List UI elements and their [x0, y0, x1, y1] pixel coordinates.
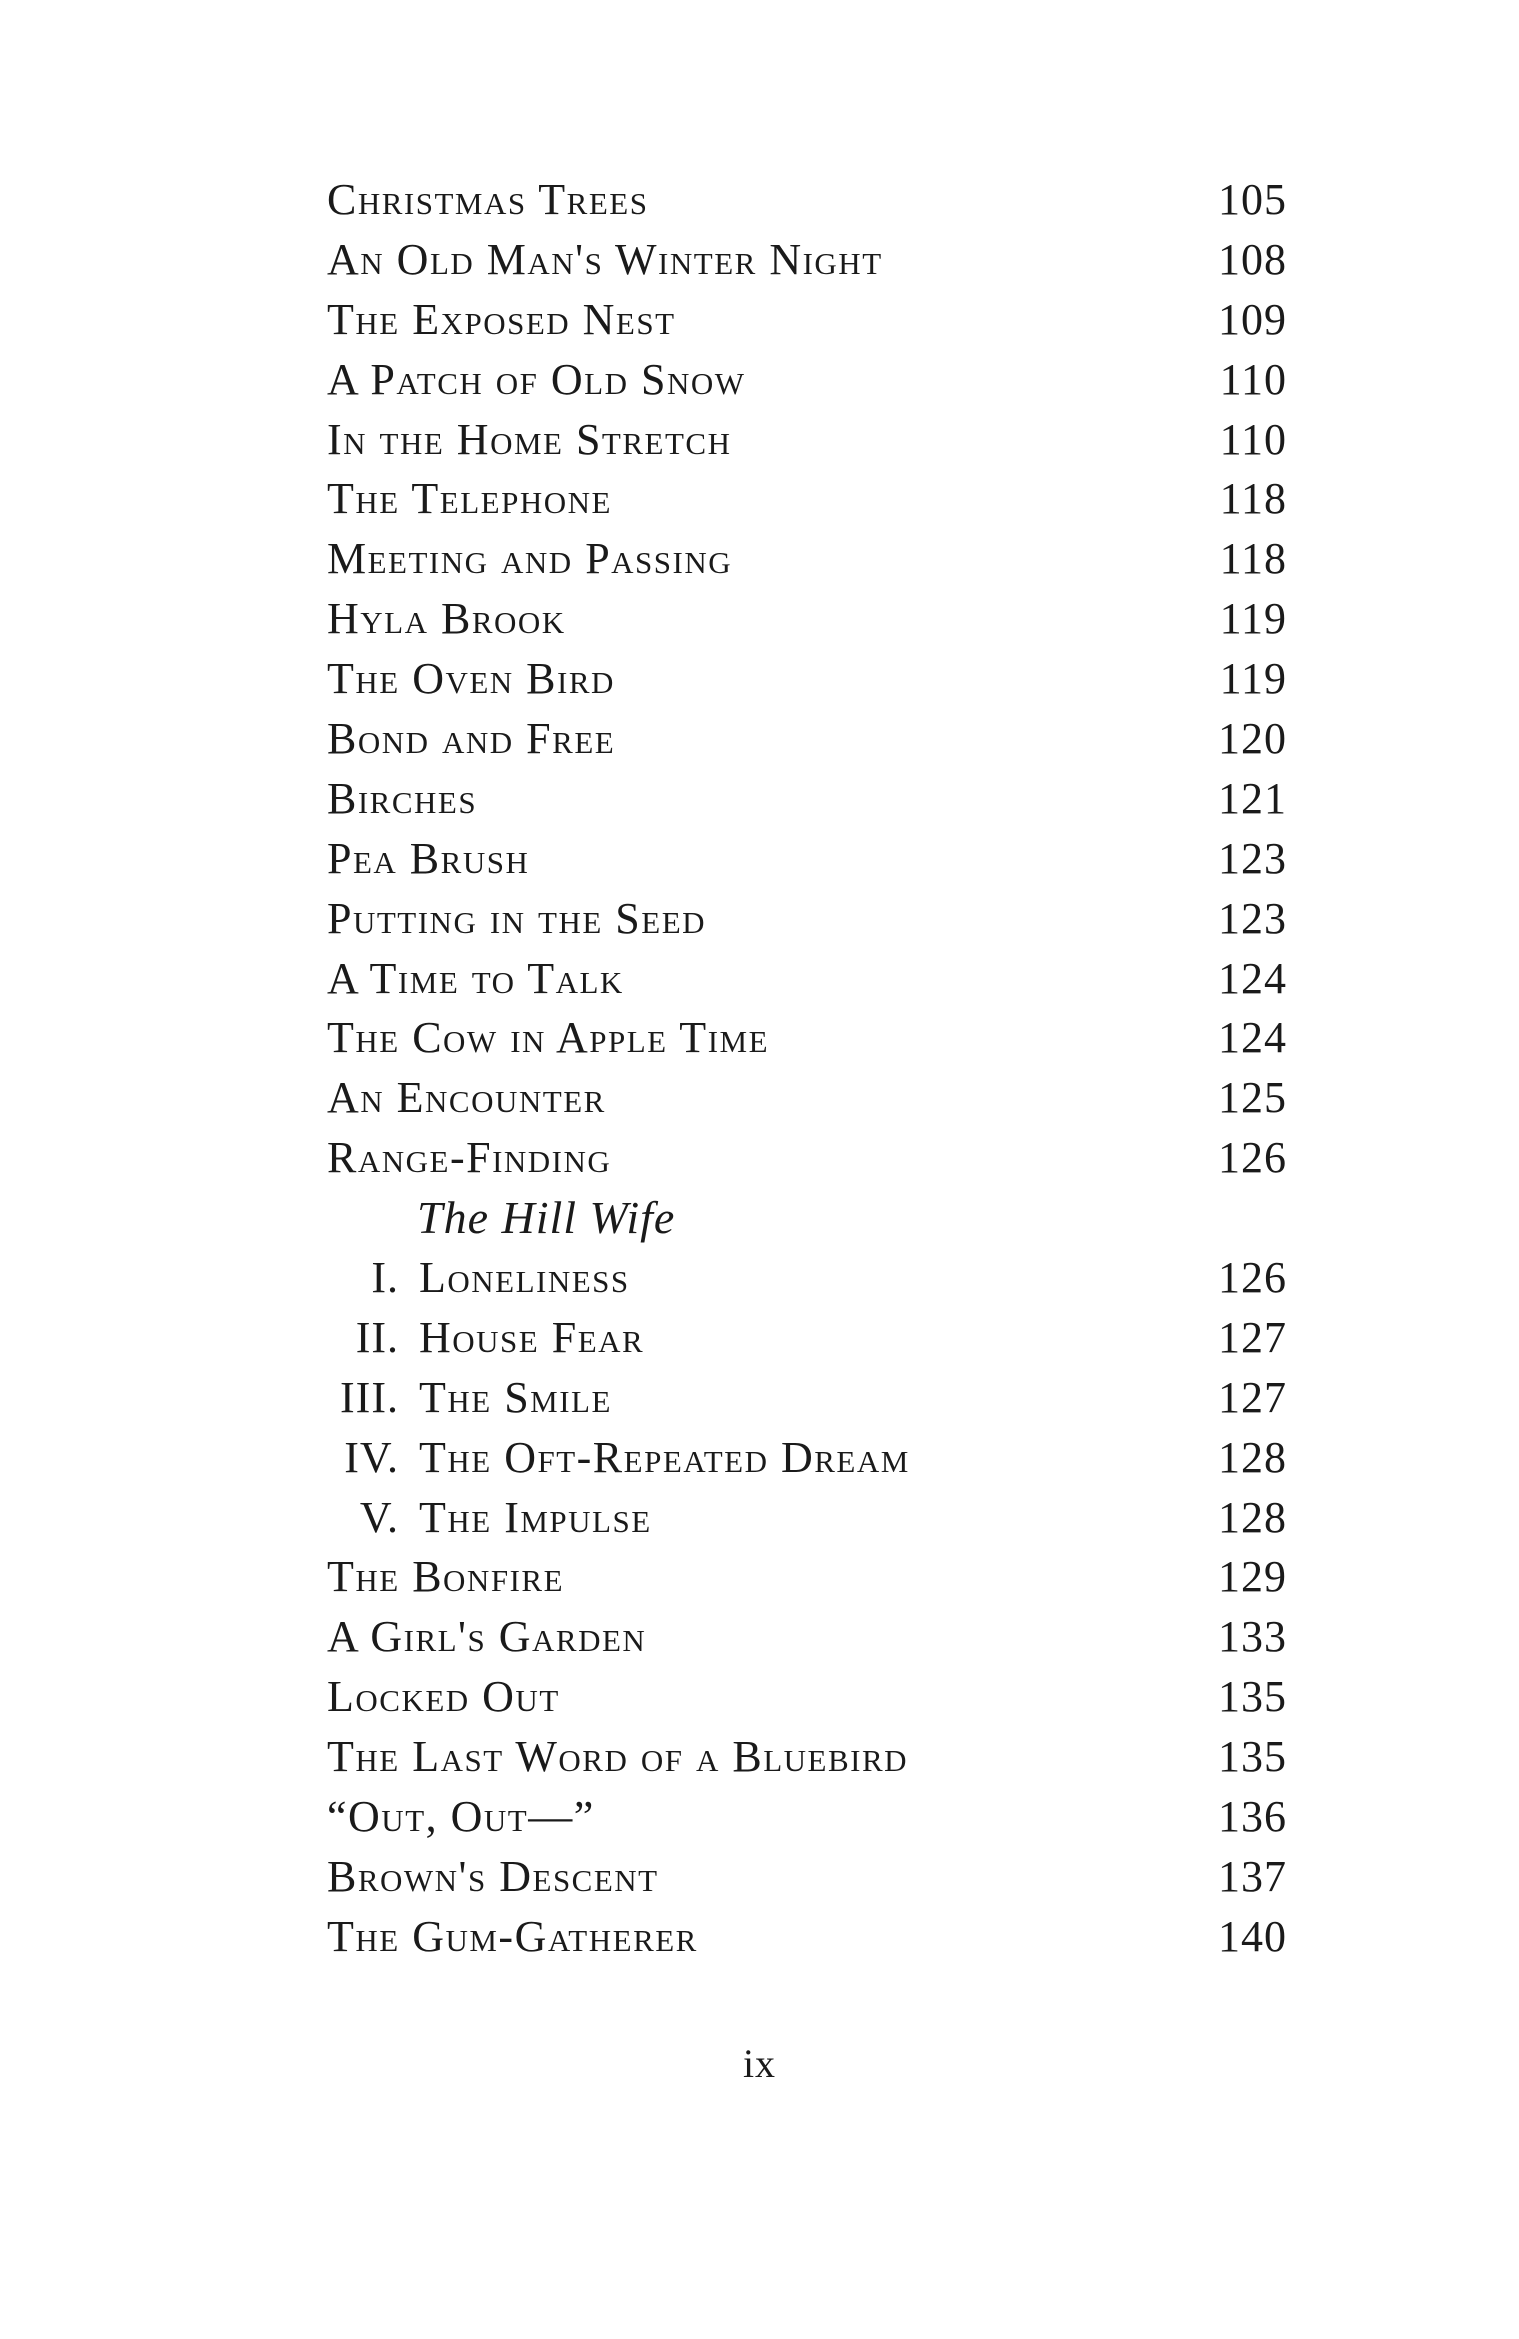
toc-entry-title: The Gum-Gatherer — [327, 1911, 698, 1961]
toc-entry-page: 118 — [1219, 474, 1287, 524]
toc-entry-title: The Cow in Apple Time — [327, 1013, 770, 1063]
toc-entry-title: Loneliness — [419, 1253, 630, 1303]
toc-entry-page: 109 — [1218, 294, 1287, 344]
toc-entry-title: A Patch of Old Snow — [327, 354, 746, 404]
toc-subentry — [327, 1428, 1287, 1488]
toc-entry-page: 140 — [1218, 1911, 1287, 1961]
toc-entry — [327, 1008, 1287, 1068]
toc-entry-page: 118 — [1219, 534, 1287, 584]
toc-entry-title: Meeting and Passing — [327, 534, 733, 584]
toc-entry-page: 133 — [1218, 1612, 1287, 1662]
toc-entry-page: 105 — [1218, 175, 1287, 224]
toc-entry — [327, 1607, 1287, 1667]
toc-entry — [327, 709, 1287, 769]
toc-entry-title: Range-Finding — [327, 1133, 612, 1183]
toc-entry — [327, 1907, 1287, 1967]
toc-entry-page: 124 — [1218, 953, 1287, 1003]
toc-entry-page: 127 — [1218, 1372, 1287, 1422]
toc-entry-page: 137 — [1218, 1851, 1287, 1901]
toc-subentry — [327, 1308, 1287, 1368]
toc-entry — [327, 1068, 1287, 1128]
toc-entry — [327, 1128, 1287, 1188]
toc-entry-page: 125 — [1218, 1073, 1287, 1123]
toc-entry-title: The Bonfire — [327, 1552, 564, 1602]
toc-entry — [327, 1727, 1287, 1787]
toc-entry-page: 135 — [1218, 1672, 1287, 1722]
toc-entry-title: The Telephone — [327, 474, 612, 524]
toc-entry-title: Pea Brush — [327, 833, 530, 883]
toc-entry-title: An Encounter — [327, 1073, 606, 1123]
toc-section-title: The Hill Wife — [417, 1192, 676, 1244]
toc-entry — [327, 769, 1287, 829]
toc-entry-page: 119 — [1219, 654, 1287, 704]
toc-entry — [327, 410, 1287, 470]
toc-subentry-numeral: IV. — [344, 1432, 399, 1482]
toc-entry-title: The Exposed Nest — [327, 294, 676, 344]
toc-entry-title: The Oven Bird — [327, 654, 615, 704]
toc-entry-page: 128 — [1218, 1432, 1287, 1482]
toc-entry — [327, 889, 1287, 949]
toc-entry-page: 123 — [1218, 893, 1287, 943]
toc-entry-title: The Oft-Repeated Dream — [419, 1432, 910, 1482]
toc-entry — [327, 1787, 1287, 1847]
toc-entry-page: 136 — [1218, 1792, 1287, 1842]
toc-entry-page: 124 — [1218, 1013, 1287, 1063]
toc-entry-title: House Fear — [419, 1312, 645, 1362]
toc-entry-title: Birches — [327, 773, 478, 823]
toc-subentry-numeral: III. — [340, 1372, 399, 1422]
toc-entry-page: 110 — [1219, 414, 1287, 464]
toc-entry — [327, 1547, 1287, 1607]
toc-entry-page: 121 — [1218, 773, 1287, 823]
toc-subentry — [327, 1368, 1287, 1428]
toc-entry-title: Christmas Trees — [327, 175, 649, 224]
toc-entry-page: 120 — [1218, 714, 1287, 764]
toc-entry-page: 127 — [1218, 1312, 1287, 1362]
toc-entry-title: Locked Out — [327, 1672, 560, 1722]
toc-entry — [327, 230, 1287, 290]
toc-entry-title: Bond and Free — [327, 714, 616, 764]
toc-section-heading — [327, 1188, 1287, 1248]
toc-subentry-numeral: I. — [371, 1253, 399, 1303]
toc-entry-title: The Impulse — [419, 1492, 652, 1542]
toc-entry — [327, 1847, 1287, 1907]
toc-entry-title: An Old Man's Winter Night — [327, 234, 883, 284]
toc-entry — [327, 829, 1287, 889]
table-of-contents — [327, 170, 1287, 1967]
toc-entry-page: 123 — [1218, 833, 1287, 883]
page-number: ix — [742, 2041, 777, 2086]
toc-subentry — [327, 1488, 1287, 1548]
toc-entry-page: 110 — [1219, 354, 1287, 404]
toc-entry-page: 128 — [1218, 1492, 1287, 1542]
toc-entry-page: 126 — [1218, 1133, 1287, 1183]
toc-entry — [327, 350, 1287, 410]
toc-entry-page: 135 — [1218, 1732, 1287, 1782]
toc-entry-title: Hyla Brook — [327, 594, 566, 644]
toc-entry — [327, 1667, 1287, 1727]
toc-entry — [327, 170, 1287, 230]
toc-entry — [327, 290, 1287, 350]
toc-entry-page: 129 — [1218, 1552, 1287, 1602]
toc-entry-page: 126 — [1218, 1253, 1287, 1303]
toc-entry — [327, 529, 1287, 589]
toc-entry-title: Putting in the Seed — [327, 893, 707, 943]
toc-entry-title: Brown's Descent — [327, 1851, 659, 1901]
toc-entry-title: A Time to Talk — [327, 953, 624, 1003]
toc-entry — [327, 589, 1287, 649]
toc-entry-title: A Girl's Garden — [327, 1612, 647, 1662]
toc-subentry — [327, 1248, 1287, 1308]
toc-entry-title: The Smile — [419, 1372, 612, 1422]
toc-entry-title: The Last Word of a Bluebird — [327, 1732, 909, 1782]
toc-subentry-numeral: II. — [355, 1312, 399, 1362]
toc-entry-title: “Out, Out—” — [327, 1792, 595, 1842]
toc-entry-page: 119 — [1219, 594, 1287, 644]
toc-entry — [327, 949, 1287, 1009]
toc-entry — [327, 649, 1287, 709]
toc-subentry-numeral: V. — [359, 1492, 399, 1542]
toc-entry — [327, 469, 1287, 529]
toc-entry-page: 108 — [1218, 234, 1287, 284]
toc-entry-title: In the Home Stretch — [327, 414, 732, 464]
